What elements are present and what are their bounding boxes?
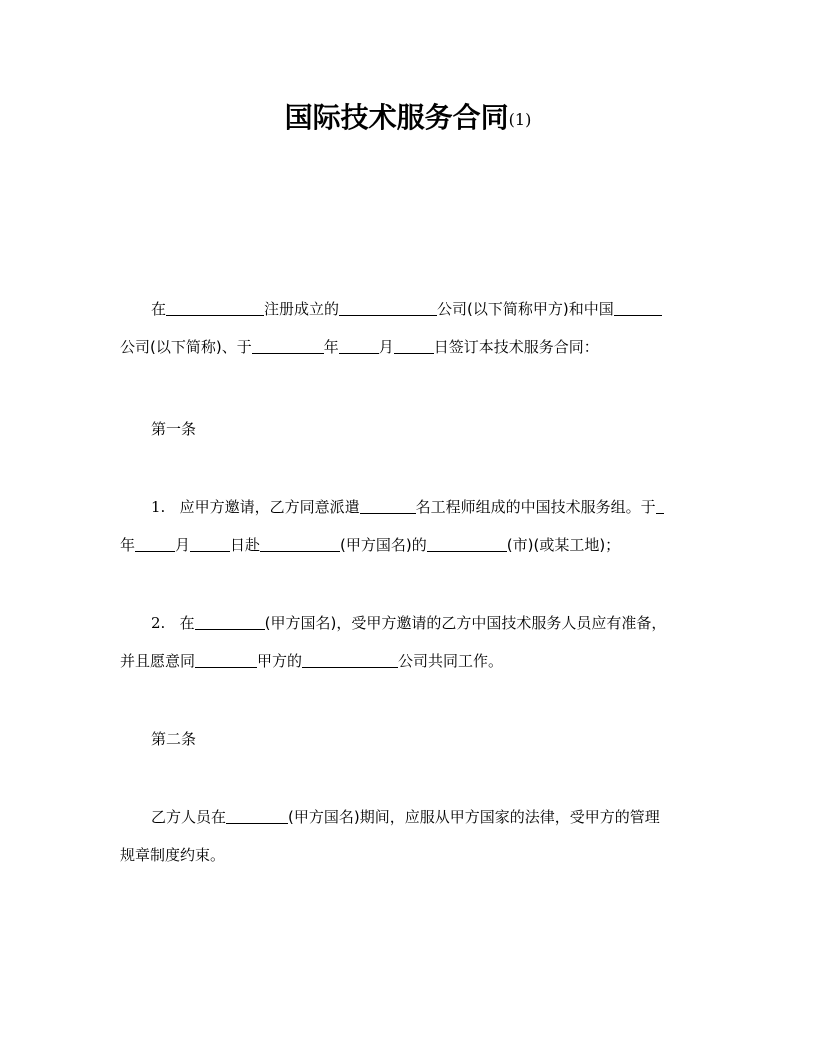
paragraph-3-line-1 bbox=[120, 798, 698, 836]
blank-field bbox=[166, 300, 264, 316]
paragraph-3-line-2: 规章制度约束。 bbox=[120, 846, 226, 864]
blank-field bbox=[656, 498, 664, 514]
text: 应甲方邀请，乙方同意派遣 bbox=[179, 498, 360, 516]
article-2-heading: 第二条 bbox=[151, 730, 197, 748]
text: 日赴 bbox=[230, 536, 261, 554]
blank-field bbox=[195, 614, 265, 630]
text: 日签订本技术服务合同： bbox=[433, 338, 599, 356]
blank-field bbox=[252, 338, 324, 354]
text: (市)(或某工地)； bbox=[506, 536, 621, 554]
text: 在 bbox=[179, 614, 195, 632]
blank-field bbox=[394, 338, 434, 354]
item-number: 1. bbox=[151, 498, 166, 516]
item-2-line-1 bbox=[120, 604, 698, 642]
blank-field bbox=[226, 808, 288, 824]
blank-field bbox=[302, 652, 398, 668]
item-1-line-1 bbox=[120, 488, 698, 526]
blank-field bbox=[339, 300, 437, 316]
text: 注册成立的 bbox=[264, 300, 340, 318]
text: 名工程师组成的中国技术服务组。于 bbox=[415, 498, 656, 516]
text: 年 bbox=[120, 536, 136, 554]
text: 月 bbox=[378, 338, 394, 356]
blank-field bbox=[260, 536, 340, 552]
text: 公司共同工作。 bbox=[398, 652, 504, 670]
text: 公司(以下简称)、于 bbox=[120, 338, 252, 356]
text: 乙方人员在 bbox=[151, 808, 227, 826]
text: 并且愿意同 bbox=[120, 652, 196, 670]
document-title bbox=[0, 98, 816, 140]
paragraph-1-line-2 bbox=[120, 328, 698, 366]
document-body bbox=[120, 290, 698, 874]
text: 年 bbox=[323, 338, 339, 356]
text: (甲方国名)，受甲方邀请的乙方中国技术服务人员应有准备， bbox=[264, 614, 667, 632]
text: 在 bbox=[151, 300, 167, 318]
text: 甲方的 bbox=[257, 652, 303, 670]
title-suffix: (1) bbox=[508, 110, 532, 129]
blank-field bbox=[427, 536, 507, 552]
title-text: 国际技术服务合同 bbox=[284, 101, 509, 134]
text: 月 bbox=[175, 536, 191, 554]
blank-field bbox=[135, 536, 175, 552]
item-number: 2. bbox=[151, 614, 166, 632]
blank-field bbox=[195, 652, 257, 668]
text: 公司(以下简称甲方)和中国 bbox=[437, 300, 614, 318]
item-2-line-2 bbox=[120, 642, 698, 680]
blank-field bbox=[339, 338, 379, 354]
blank-field bbox=[360, 498, 416, 514]
text: (甲方国名)的 bbox=[340, 536, 427, 554]
blank-field bbox=[190, 536, 230, 552]
paragraph-1-line-1 bbox=[120, 290, 698, 328]
item-1-line-2 bbox=[120, 526, 698, 564]
text: (甲方国名)期间，应服从甲方国家的法律，受甲方的管理 bbox=[288, 808, 660, 826]
article-1-heading: 第一条 bbox=[151, 420, 197, 438]
blank-field bbox=[614, 300, 662, 316]
